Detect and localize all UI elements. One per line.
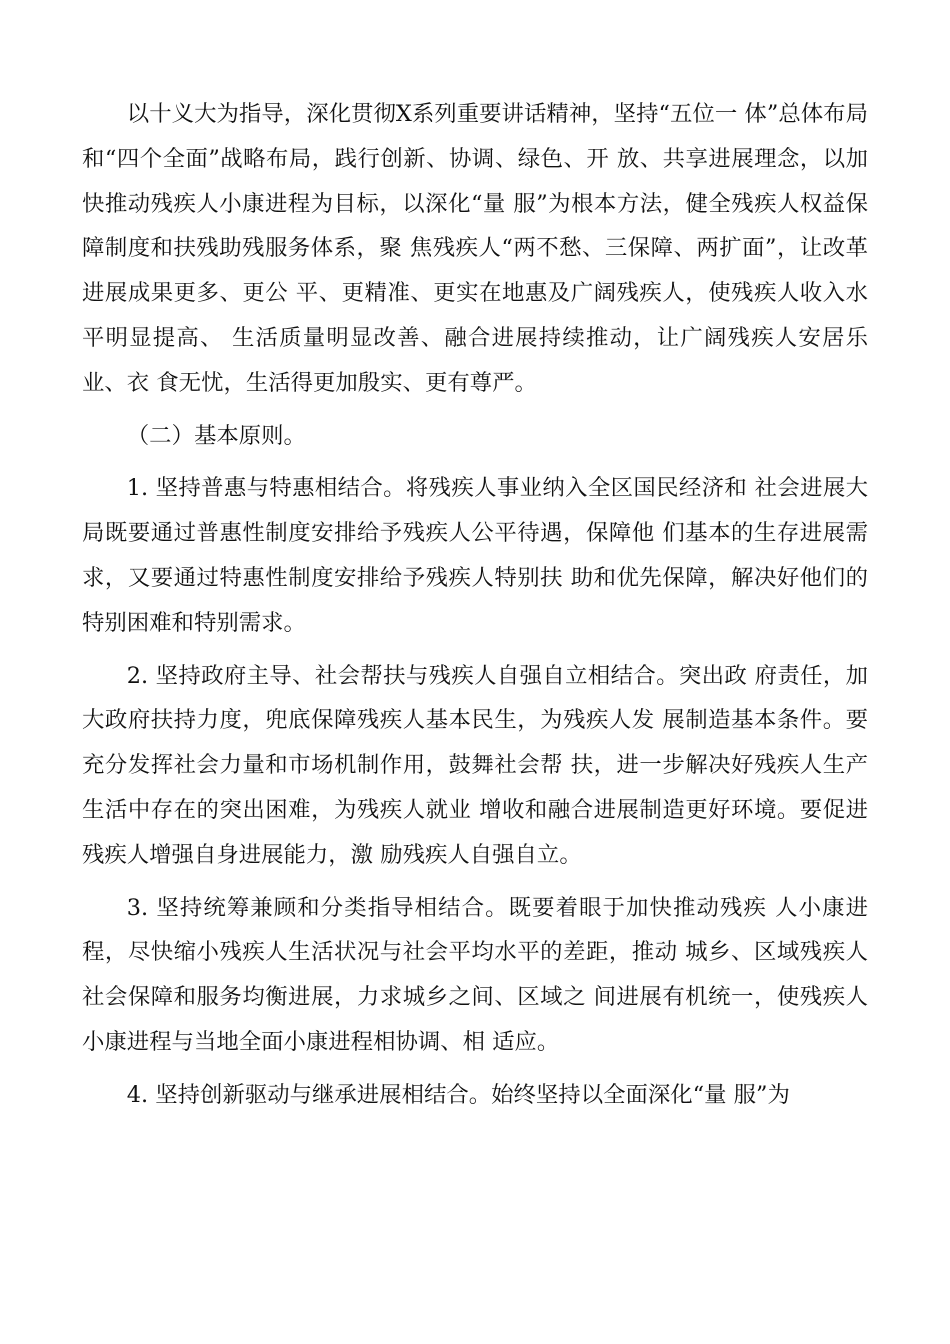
paragraph-gap (82, 878, 868, 886)
paragraph-principle-4: 4. 坚持创新驱动与继承进展相结合。始终坚持以全面深化“量 服”为 (126, 1081, 790, 1108)
paragraph-guiding-ideology: 以十义大为指导，深化贯彻X系列重要讲话精神，坚持“五位一 体”总体布局和“四个全面”战略布局，践行创新、协调、绿色、开 放、共享进展理念，以加快推动残疾人小康进程为目标，以深化“量 服”为根本方法，健全残疾人权益保障制度和扶残助残服务体系，聚 焦残疾人“两不愁、三保障、两扩面”，让改革进展成果更多、更公 平、更精准、更实在地惠及广阔残疾人，使残疾人收入水平明显提高、 生活质量明显改善、融合进展持续推动，让广阔残疾人安居乐业、衣 食无忧，生活得更加殷实、更有尊严。 (82, 101, 868, 396)
paragraph-principle-3: 3. 坚持统筹兼顾和分类指导相结合。既要着眼于加快推动残疾 人小康进程，尽快缩小残疾人生活状况与社会平均水平的差距，推动 城乡、区域残疾人社会保障和服务均衡进展，力求城乡之间、区域之 间进展有机统一，使残疾人小康进程与当地全面小康进程相协调、相 适应。 (82, 894, 868, 1055)
document-page (82, 92, 868, 1118)
paragraph-gap (82, 458, 868, 466)
paragraph-principle-2: 2. 坚持政府主导、社会帮扶与残疾人自强自立相结合。突出政 府责任，加大政府扶持力度，兜底保障残疾人基本民生，为残疾人发 展制造基本条件。要充分发挥社会力量和市场机制作用，鼓舞社会帮 扶，进一步解决好残疾人生产生活中存在的突出困难，为残疾人就业 增收和融合进展制造更好环境。要促进残疾人增强自身进展能力，激 励残疾人自强自立。 (82, 662, 868, 868)
paragraph-gap (82, 406, 868, 414)
paragraph-gap (82, 1065, 868, 1073)
section-heading-basic-principles: （二）基本原则。 (126, 422, 306, 449)
paragraph-principle-1: 1. 坚持普惠与特惠相结合。将残疾人事业纳入全区国民经济和 社会进展大局既要通过普惠性制度安排给予残疾人公平待遇，保障他 们基本的生存进展需求，又要通过特惠性制度安排给予残疾人特别扶 助和优先保障，解决好他们的特别困难和特别需求。 (82, 475, 868, 636)
paragraph-gap (82, 646, 868, 654)
